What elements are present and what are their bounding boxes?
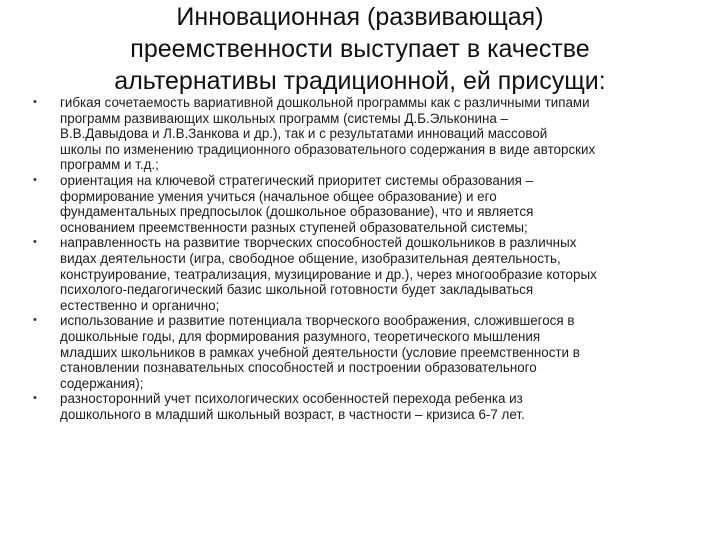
list-item-text: фундаментальных предпосылок (дошкольное образование), что и является xyxy=(60,204,534,220)
bullet-icon: • xyxy=(33,392,37,405)
list-item-text: использование и развитие потенциала творческого воображения, сложившегося в xyxy=(60,313,575,329)
list-item-text: содержания); xyxy=(60,375,144,391)
list-item-text: гибкая сочетаемость вариативной дошкольной программы как с различными типами xyxy=(60,95,590,110)
list-item-text: формирование умения учиться (начальное общее образование) и его xyxy=(60,188,497,204)
list-item-text: психолого-педагогический базис школьной готовности будет закладываться xyxy=(60,282,534,298)
slide-title xyxy=(0,0,720,97)
list-item-text: естественно и органично; xyxy=(60,297,220,313)
title-line: Инновационная (развивающая) xyxy=(176,3,544,31)
list-item xyxy=(0,391,720,422)
list-item-text: становлении познавательных способностей и построении образовательного xyxy=(60,360,537,376)
list-item-text: дошкольные годы, для формирования разумного, теоретического мышления xyxy=(60,328,541,344)
list-item-text: видах деятельности (игра, свободное общение, изобразительная деятельность, xyxy=(60,250,561,266)
list-item-text: дошкольного в младший школьный возраст, в частности – кризиса 6-7 лет. xyxy=(60,406,525,422)
title-line: альтернативы традиционной, ей присущи: xyxy=(114,67,606,95)
list-item xyxy=(0,173,720,235)
list-item-text: В.В.Давыдова и Л.В.Занкова и др.), так и с результатами инноваций массовой xyxy=(60,126,548,142)
list-item-text: программ и т.д.; xyxy=(60,157,159,173)
list-item-text: конструирование, театрализация, музицирование и др.), через многообразие которых xyxy=(60,266,597,282)
bullet-icon: • xyxy=(33,96,37,108)
bullet-icon: • xyxy=(33,173,37,186)
list-item xyxy=(0,95,720,173)
list-item-text: ориентация на ключевой стратегический приоритет системы образования – xyxy=(60,172,534,188)
list-item-text: младших школьников в рамках учебной деятельности (условие преемственности в xyxy=(60,344,580,360)
bullet-icon: • xyxy=(33,236,37,249)
bullet-list xyxy=(0,95,720,422)
list-item-text: основанием преемственности разных ступеней образовательной системы; xyxy=(60,219,528,235)
list-item-text: программ развивающих школьных программ (системы Д.Б.Эльконина – xyxy=(60,110,509,126)
list-item-text: разносторонний учет психологических особенностей перехода ребенка из xyxy=(60,391,523,407)
list-item-text: школы по изменению традиционного образовательного содержания в виде авторских xyxy=(60,141,596,157)
list-item xyxy=(0,313,720,391)
bullet-icon: • xyxy=(33,314,37,327)
title-line: преемственности выступает в качестве xyxy=(130,35,590,63)
list-item-text: направленность на развитие творческих способностей дошкольников в различных xyxy=(60,235,577,251)
list-item xyxy=(0,235,720,313)
